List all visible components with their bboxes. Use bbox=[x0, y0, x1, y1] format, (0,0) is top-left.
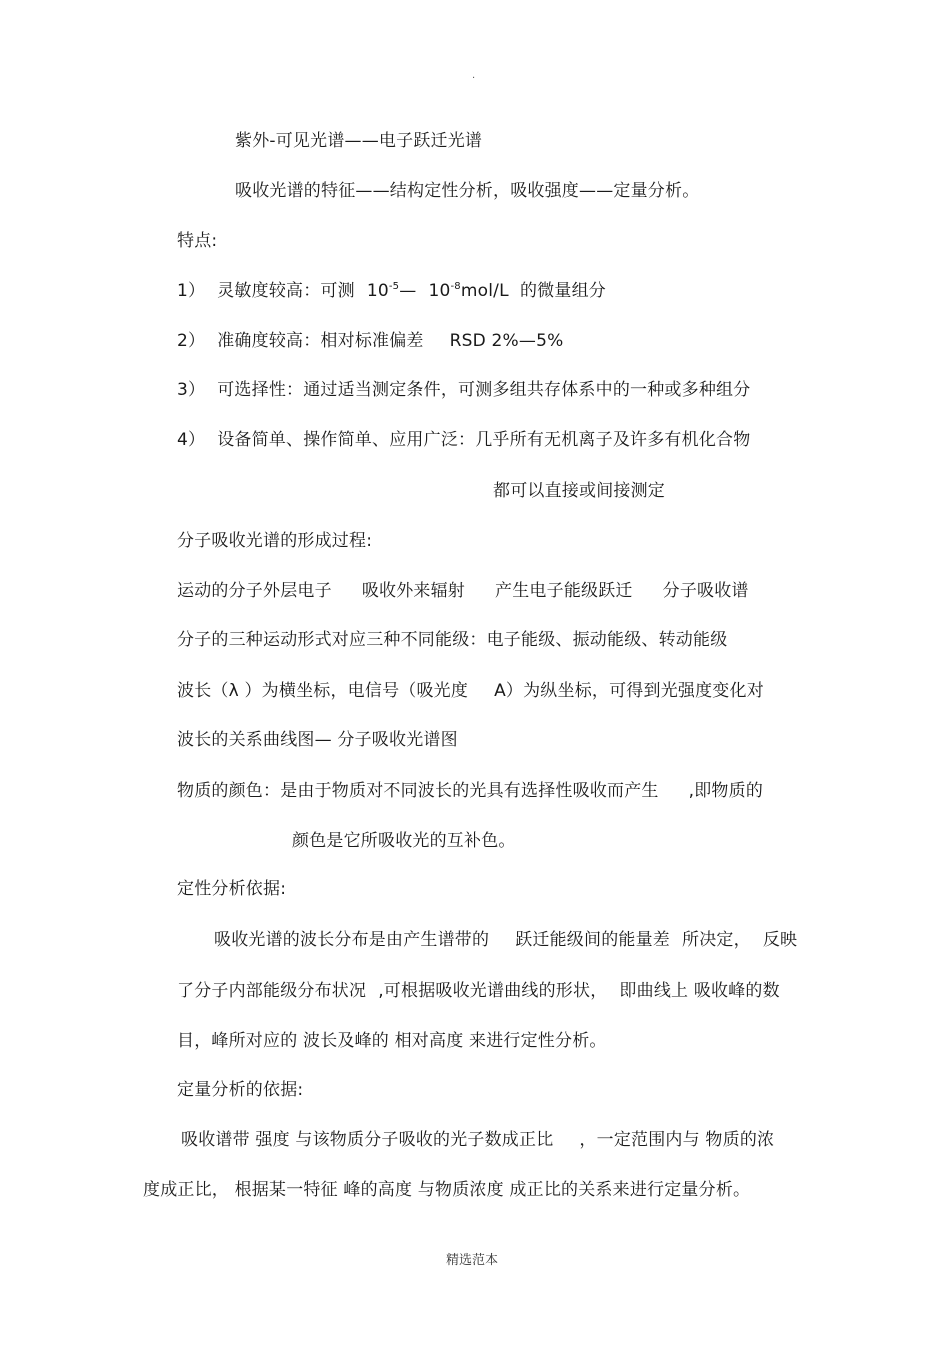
feature-item-1-exponent-a: -5 bbox=[388, 281, 400, 292]
qualitative-line-1-a: 吸收光谱的波长分布是由产生谱带的 bbox=[214, 930, 490, 950]
axis-description-line-2: 波长的关系曲线图— 分子吸收光谱图 bbox=[177, 730, 458, 750]
qualitative-line-1-c: 所决定， bbox=[682, 930, 751, 950]
feature-item-4-text: 设备简单、操作简单、应用广泛：几乎所有无机离子及许多有机化合物 bbox=[217, 430, 751, 450]
feature-item-2-rsd: RSD 2%—5% bbox=[449, 331, 564, 351]
formation-step-1: 运动的分子外层电子 bbox=[177, 581, 332, 601]
feature-item-2-text: 准确度较高：相对标准偏差 bbox=[217, 331, 424, 351]
qualitative-line-2-b: ,可根据吸收光谱曲线的形状， bbox=[378, 981, 608, 1001]
feature-item-1-text: 灵敏度较高：可测 bbox=[217, 281, 355, 301]
qualitative-line-3: 目，峰所对应的 波长及峰的 相对高度 来进行定性分析。 bbox=[177, 1031, 607, 1051]
formation-chain bbox=[177, 580, 749, 602]
feature-item-4-continuation: 都可以直接或间接测定 bbox=[493, 481, 665, 501]
quantitative-line-1-b: ，一定范围内与 物质的浓 bbox=[579, 1130, 775, 1150]
page-footer: 精选范本 bbox=[446, 1253, 499, 1268]
feature-item-1 bbox=[177, 280, 606, 302]
quantitative-line-2: 度成正比， 根据某一特征 峰的高度 与物质浓度 成正比的关系来进行定量分析。 bbox=[143, 1180, 751, 1200]
axis-description-part-2: A）为纵坐标，可得到光强度变化对 bbox=[494, 681, 764, 701]
axis-description-part-1: 波长（λ ）为横坐标，电信号（吸光度 bbox=[177, 681, 469, 701]
qualitative-line-2-a: 了分子内部能级分布状况 bbox=[177, 981, 367, 1001]
feature-item-1-base-a: 10 bbox=[366, 281, 389, 301]
qualitative-heading: 定性分析依据: bbox=[177, 879, 287, 899]
feature-item-1-base-b: 10 bbox=[428, 281, 451, 301]
color-description-line-1 bbox=[177, 780, 763, 802]
feature-item-2-number: 2） bbox=[177, 331, 206, 351]
uv-title: 紫外-可见光谱——电子跃迁光谱 bbox=[235, 131, 483, 151]
quantitative-line-1 bbox=[181, 1129, 774, 1151]
features-heading: 特点: bbox=[177, 231, 218, 251]
quantitative-heading: 定量分析的依据: bbox=[177, 1080, 304, 1100]
feature-item-3-text: 可选择性：通过适当测定条件，可测多组共存体系中的一种或多种组分 bbox=[217, 380, 751, 400]
header-dot: . bbox=[472, 70, 476, 81]
color-description-part-1: 物质的颜色：是由于物质对不同波长的光具有选择性吸收而产生 bbox=[177, 781, 659, 801]
formation-step-3: 产生电子能级跃迁 bbox=[495, 581, 633, 601]
quantitative-line-1-a: 吸收谱带 强度 与该物质分子吸收的光子数成正比 bbox=[181, 1130, 554, 1150]
feature-item-2 bbox=[177, 330, 563, 352]
qualitative-line-1-b: 跃迁能级间的能量差 bbox=[515, 930, 671, 950]
qualitative-line-2 bbox=[177, 980, 780, 1002]
color-description-line-2: 颜色是它所吸收光的互补色。 bbox=[292, 831, 516, 851]
qualitative-line-1 bbox=[214, 929, 797, 951]
feature-item-3-number: 3） bbox=[177, 380, 206, 400]
feature-item-1-number: 1） bbox=[177, 281, 206, 301]
feature-item-3 bbox=[177, 379, 750, 401]
qualitative-line-1-d: 反映 bbox=[762, 930, 798, 950]
motion-forms-line: 分子的三种运动形式对应三种不同能级：电子能级、振动能级、转动能级 bbox=[177, 630, 728, 650]
feature-item-4 bbox=[177, 429, 750, 451]
qualitative-line-2-c: 即曲线上 吸收峰的数 bbox=[619, 981, 780, 1001]
formation-step-2: 吸收外来辐射 bbox=[361, 581, 466, 601]
feature-item-1-tail: 的微量组分 bbox=[519, 281, 606, 301]
axis-description-line-1 bbox=[177, 680, 764, 702]
feature-item-1-unit: mol/L bbox=[460, 281, 509, 301]
formation-step-4: 分子吸收谱 bbox=[662, 581, 749, 601]
formation-heading: 分子吸收光谱的形成过程: bbox=[177, 531, 373, 551]
color-description-part-2: ,即物质的 bbox=[688, 781, 764, 801]
feature-item-4-number: 4） bbox=[177, 430, 206, 450]
feature-item-1-exponent-b: -8 bbox=[450, 281, 461, 292]
spectrum-features-line: 吸收光谱的特征——结构定性分析，吸收强度——定量分析。 bbox=[235, 181, 700, 201]
feature-item-1-dash: — bbox=[399, 281, 417, 301]
